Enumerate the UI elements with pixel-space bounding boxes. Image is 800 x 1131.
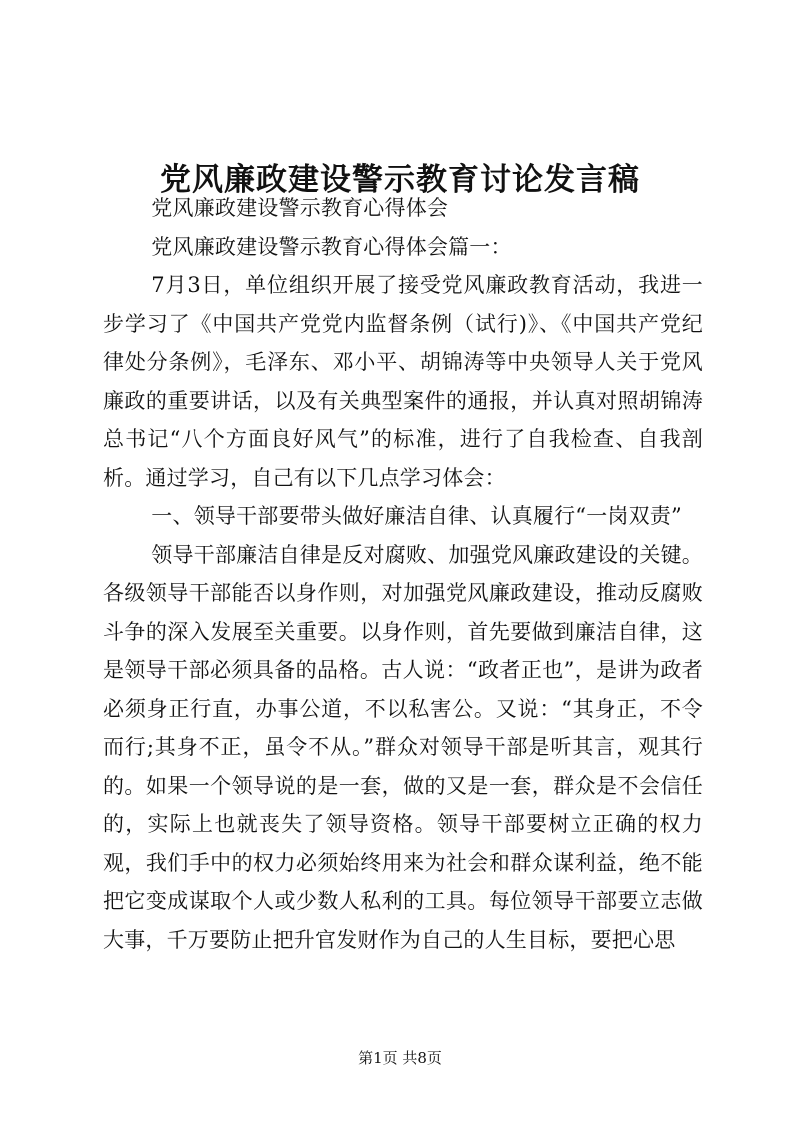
document-body	[103, 189, 703, 959]
section-heading-paragraph: 党风廉政建设警示教育心得体会篇一：	[151, 234, 512, 259]
subtitle-paragraph: 党风廉政建设警示教育心得体会	[151, 196, 449, 220]
point-heading-paragraph: 一、领导干部要带头做好廉洁自律、认真履行“一岗双责”	[151, 504, 682, 528]
document-title: 党风廉政建设警示教育讨论发言稿	[160, 161, 640, 198]
body-paragraph: 7月3日，单位组织开展了接受党风廉政教育活动，我进一步学习了《中国共产党党内监督条例（试行)》、《中国共产党纪律处分条例》，毛泽东、邓小平、胡锦涛等中央领导人关于党风廉政的重要讲话，以及有关典型案件的通报，并认真对照胡锦涛总书记“八个方面良好风气”的标准，进行了自我检查、自我剖析。通过学习，自己有以下几点学习体会：	[103, 273, 703, 490]
page-footer: 第1页 共8页	[358, 1049, 442, 1067]
body-paragraph: 领导干部廉洁自律是反对腐败、加强党风廉政建设的关键。各级领导干部能否以身作则，对加强党风廉政建设，推动反腐败斗争的深入发展至关重要。以身作则，首先要做到廉洁自律，这是领导干部必须具备的品格。古人说：“政者正也”，是讲为政者必须身正行直，办事公道，不以私害公。又说：“其身正，不令而行;其身不正，虽令不从。”群众对领导干部是听其言，观其行的。如果一个领导说的是一套，做的又是一套，群众是不会信任的，实际上也就丧失了领导资格。领导干部要树立正确的权力观，我们手中的权力必须始终用来为社会和群众谋利益，绝不能把它变成谋取个人或少数人私利的工具。每位领导干部要立志做大事，千万要防止把升官发财作为自己的人生目标，要把心思	[103, 542, 703, 952]
